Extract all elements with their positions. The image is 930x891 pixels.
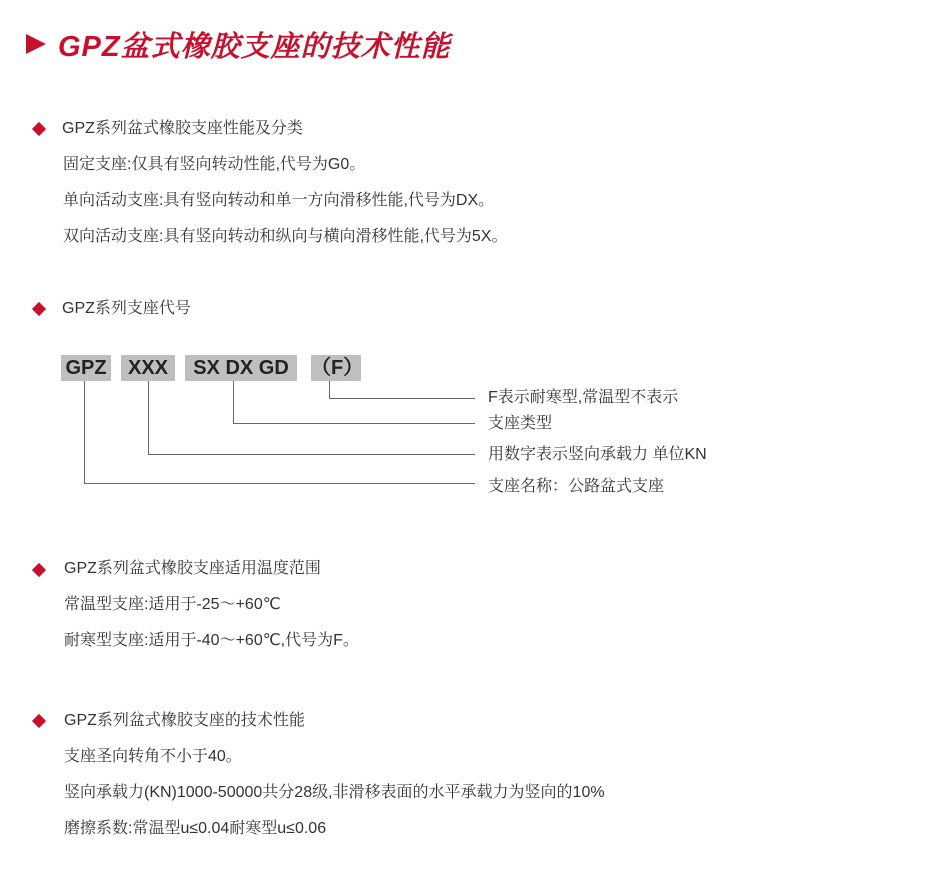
code-label-f: F表示耐寒型,常温型不表示 — [488, 389, 679, 406]
code-label-name: 支座名称：公路盆式支座 — [488, 478, 665, 495]
connector-name-horizontal — [84, 483, 475, 484]
code-box-gpz: GPZ — [61, 355, 111, 381]
text-line: 常温型支座:适用于-25～+60℃ — [64, 596, 281, 613]
diamond-bullet-icon — [32, 122, 46, 136]
text-line: 耐寒型支座:适用于-40～+60℃,代号为F。 — [64, 632, 359, 649]
connector-f-vertical — [329, 381, 330, 399]
code-box-type: SX DX GD — [185, 355, 297, 381]
connector-type-vertical — [233, 381, 234, 424]
diamond-bullet-icon — [32, 563, 46, 577]
code-box-f: （F） — [311, 357, 364, 379]
page-title — [26, 24, 451, 64]
connector-name-vertical — [84, 381, 85, 484]
arrow-right-icon — [26, 34, 46, 54]
text-line: 竖向承载力(KN)1000-50000共分28级,非滑移表面的水平承载力为竖向的10% — [64, 784, 605, 801]
section-heading: GPZ系列盆式橡胶支座性能及分类 — [62, 120, 303, 137]
connector-f-horizontal — [329, 398, 475, 399]
connector-type-horizontal — [233, 423, 475, 424]
text-line: 支座圣向转角不小于40。 — [64, 748, 242, 765]
code-label-type: 支座类型 — [488, 415, 553, 432]
section-heading: GPZ系列盆式橡胶支座适用温度范围 — [64, 560, 321, 577]
diamond-bullet-icon — [32, 302, 46, 316]
text-line: 单向活动支座:具有竖向转动和单一方向滑移性能,代号为DX。 — [63, 192, 495, 209]
text-line: 固定支座:仅具有竖向转动性能,代号为G0。 — [63, 156, 366, 173]
section-heading: GPZ系列盆式橡胶支座的技术性能 — [64, 712, 305, 729]
text-line: 磨擦系数:常温型u≤0.04耐寒型u≤0.06 — [64, 820, 327, 837]
page-title-text: GPZ盆式橡胶支座的技术性能 — [58, 30, 451, 63]
text-line: 双向活动支座:具有竖向转动和纵向与横向滑移性能,代号为5X。 — [63, 228, 508, 245]
connector-load-vertical — [148, 381, 149, 455]
diamond-bullet-icon — [32, 714, 46, 728]
code-box-load: XXX — [121, 355, 175, 381]
code-label-load: 用数字表示竖向承载力 单位KN — [488, 446, 707, 463]
section-heading: GPZ系列支座代号 — [62, 300, 191, 317]
connector-load-horizontal — [148, 454, 475, 455]
